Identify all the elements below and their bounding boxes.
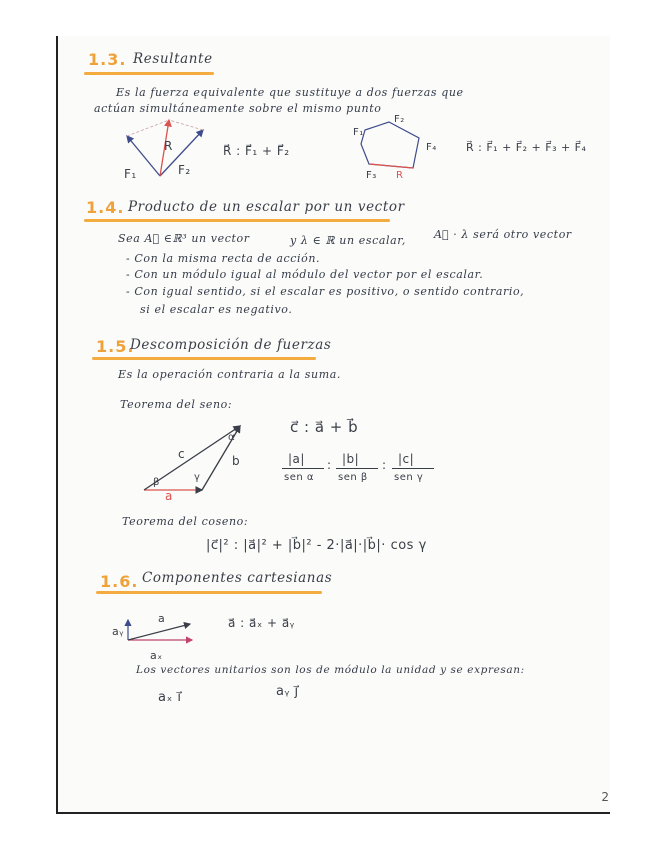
resultant-formula: R⃗ : F⃗₁ + F⃗₂ + F⃗₃ + F⃗₄ — [466, 141, 587, 154]
unit-vector-x: aₓ i⃗ — [158, 690, 182, 705]
title-underline — [84, 72, 214, 75]
cosine-formula: |c⃗|² : |a⃗|² + |b⃗|² - 2·|a⃗|·|b⃗|· cos γ — [206, 538, 427, 553]
label-c: c — [178, 447, 186, 461]
section-title: Descomposición de fuerzas — [130, 337, 332, 353]
page-number: 2 — [601, 790, 609, 804]
label-f2: F₂ — [178, 163, 191, 177]
text-line: A⃗ · λ será otro vector — [434, 228, 572, 241]
label-f1: F₁ — [353, 127, 364, 138]
title-underline — [92, 357, 316, 360]
equals-sign: : — [327, 458, 332, 472]
text-line: actúan simultáneamente sobre el mismo punto — [94, 102, 382, 115]
sine-ratio-num: |c| — [398, 452, 415, 466]
label-b: b — [232, 454, 241, 468]
label-gamma: γ — [194, 472, 201, 483]
section-title: Componentes cartesianas — [142, 570, 333, 586]
section-title: Resultante — [133, 51, 213, 67]
equals-sign: : — [382, 458, 387, 472]
label-f1: F₁ — [124, 167, 137, 181]
label-f3: F₃ — [366, 170, 377, 181]
dashed-guide — [169, 120, 203, 130]
section-number: 1.3. — [88, 50, 127, 69]
label-ax: aₓ — [150, 649, 163, 662]
sine-ratio-den: sen γ — [394, 472, 424, 483]
section-title: Producto de un escalar por un vector — [128, 199, 405, 215]
force-polygon — [361, 122, 419, 168]
bullet-item: - Con la misma recta de acción. — [126, 252, 321, 265]
label-alpha: α — [228, 432, 236, 443]
label-f2: F₂ — [394, 114, 405, 125]
text-line: y λ ∈ ℝ un escalar, — [290, 234, 407, 247]
vector-r — [369, 164, 413, 168]
text-line: Teorema del seno: — [120, 398, 233, 411]
text-line: Teorema del coseno: — [122, 515, 249, 528]
text-line: Es la fuerza equivalente que sustituye a dos fuerzas que — [116, 86, 464, 99]
vector-a — [128, 624, 190, 640]
title-underline — [84, 219, 390, 222]
label-ay: aᵧ — [112, 625, 124, 638]
label-a: a — [165, 489, 173, 503]
sine-ratio-den: sen α — [284, 472, 314, 483]
polygon-diagram — [355, 118, 435, 178]
bullet-item: - Con igual sentido, si el escalar es positivo, o sentido contrario, — [126, 285, 525, 298]
label-r: R — [164, 139, 173, 153]
sine-ratio-num: |b| — [342, 452, 360, 466]
components-formula: a⃗ : a⃗ₓ + a⃗ᵧ — [228, 616, 295, 630]
text-line: Los vectores unitarios son los de módulo la unidad y se expresan: — [136, 664, 525, 676]
section-number: 1.5. — [96, 337, 135, 356]
label-r: R — [396, 170, 404, 181]
fraction-bar — [392, 468, 434, 469]
text-line: Es la operación contraria a la suma. — [118, 368, 341, 381]
title-underline — [96, 591, 322, 594]
label-beta: β — [153, 477, 160, 488]
text-line: Sea A⃗ ∈ℝ³ un vector — [118, 232, 250, 245]
sine-ratio-den: sen β — [338, 472, 368, 483]
bullet-item: - Con un módulo igual al módulo del vector por el escalar. — [126, 268, 484, 281]
label-a: a — [158, 612, 166, 625]
resultant-formula: R⃗ : F⃗₁ + F⃗₂ — [223, 144, 290, 158]
label-f4: F₄ — [426, 142, 437, 153]
fraction-bar — [282, 468, 324, 469]
fraction-bar — [336, 468, 378, 469]
unit-vector-y: aᵧ j⃗ — [276, 684, 299, 699]
bullet-item: si el escalar es negativo. — [140, 303, 293, 316]
sine-ratio-num: |a| — [288, 452, 305, 466]
section-number: 1.6. — [100, 572, 139, 591]
vector-sum-formula: c⃗ : a⃗ + b⃗ — [290, 418, 359, 436]
section-number: 1.4. — [86, 198, 125, 217]
dashed-guide — [127, 120, 169, 136]
